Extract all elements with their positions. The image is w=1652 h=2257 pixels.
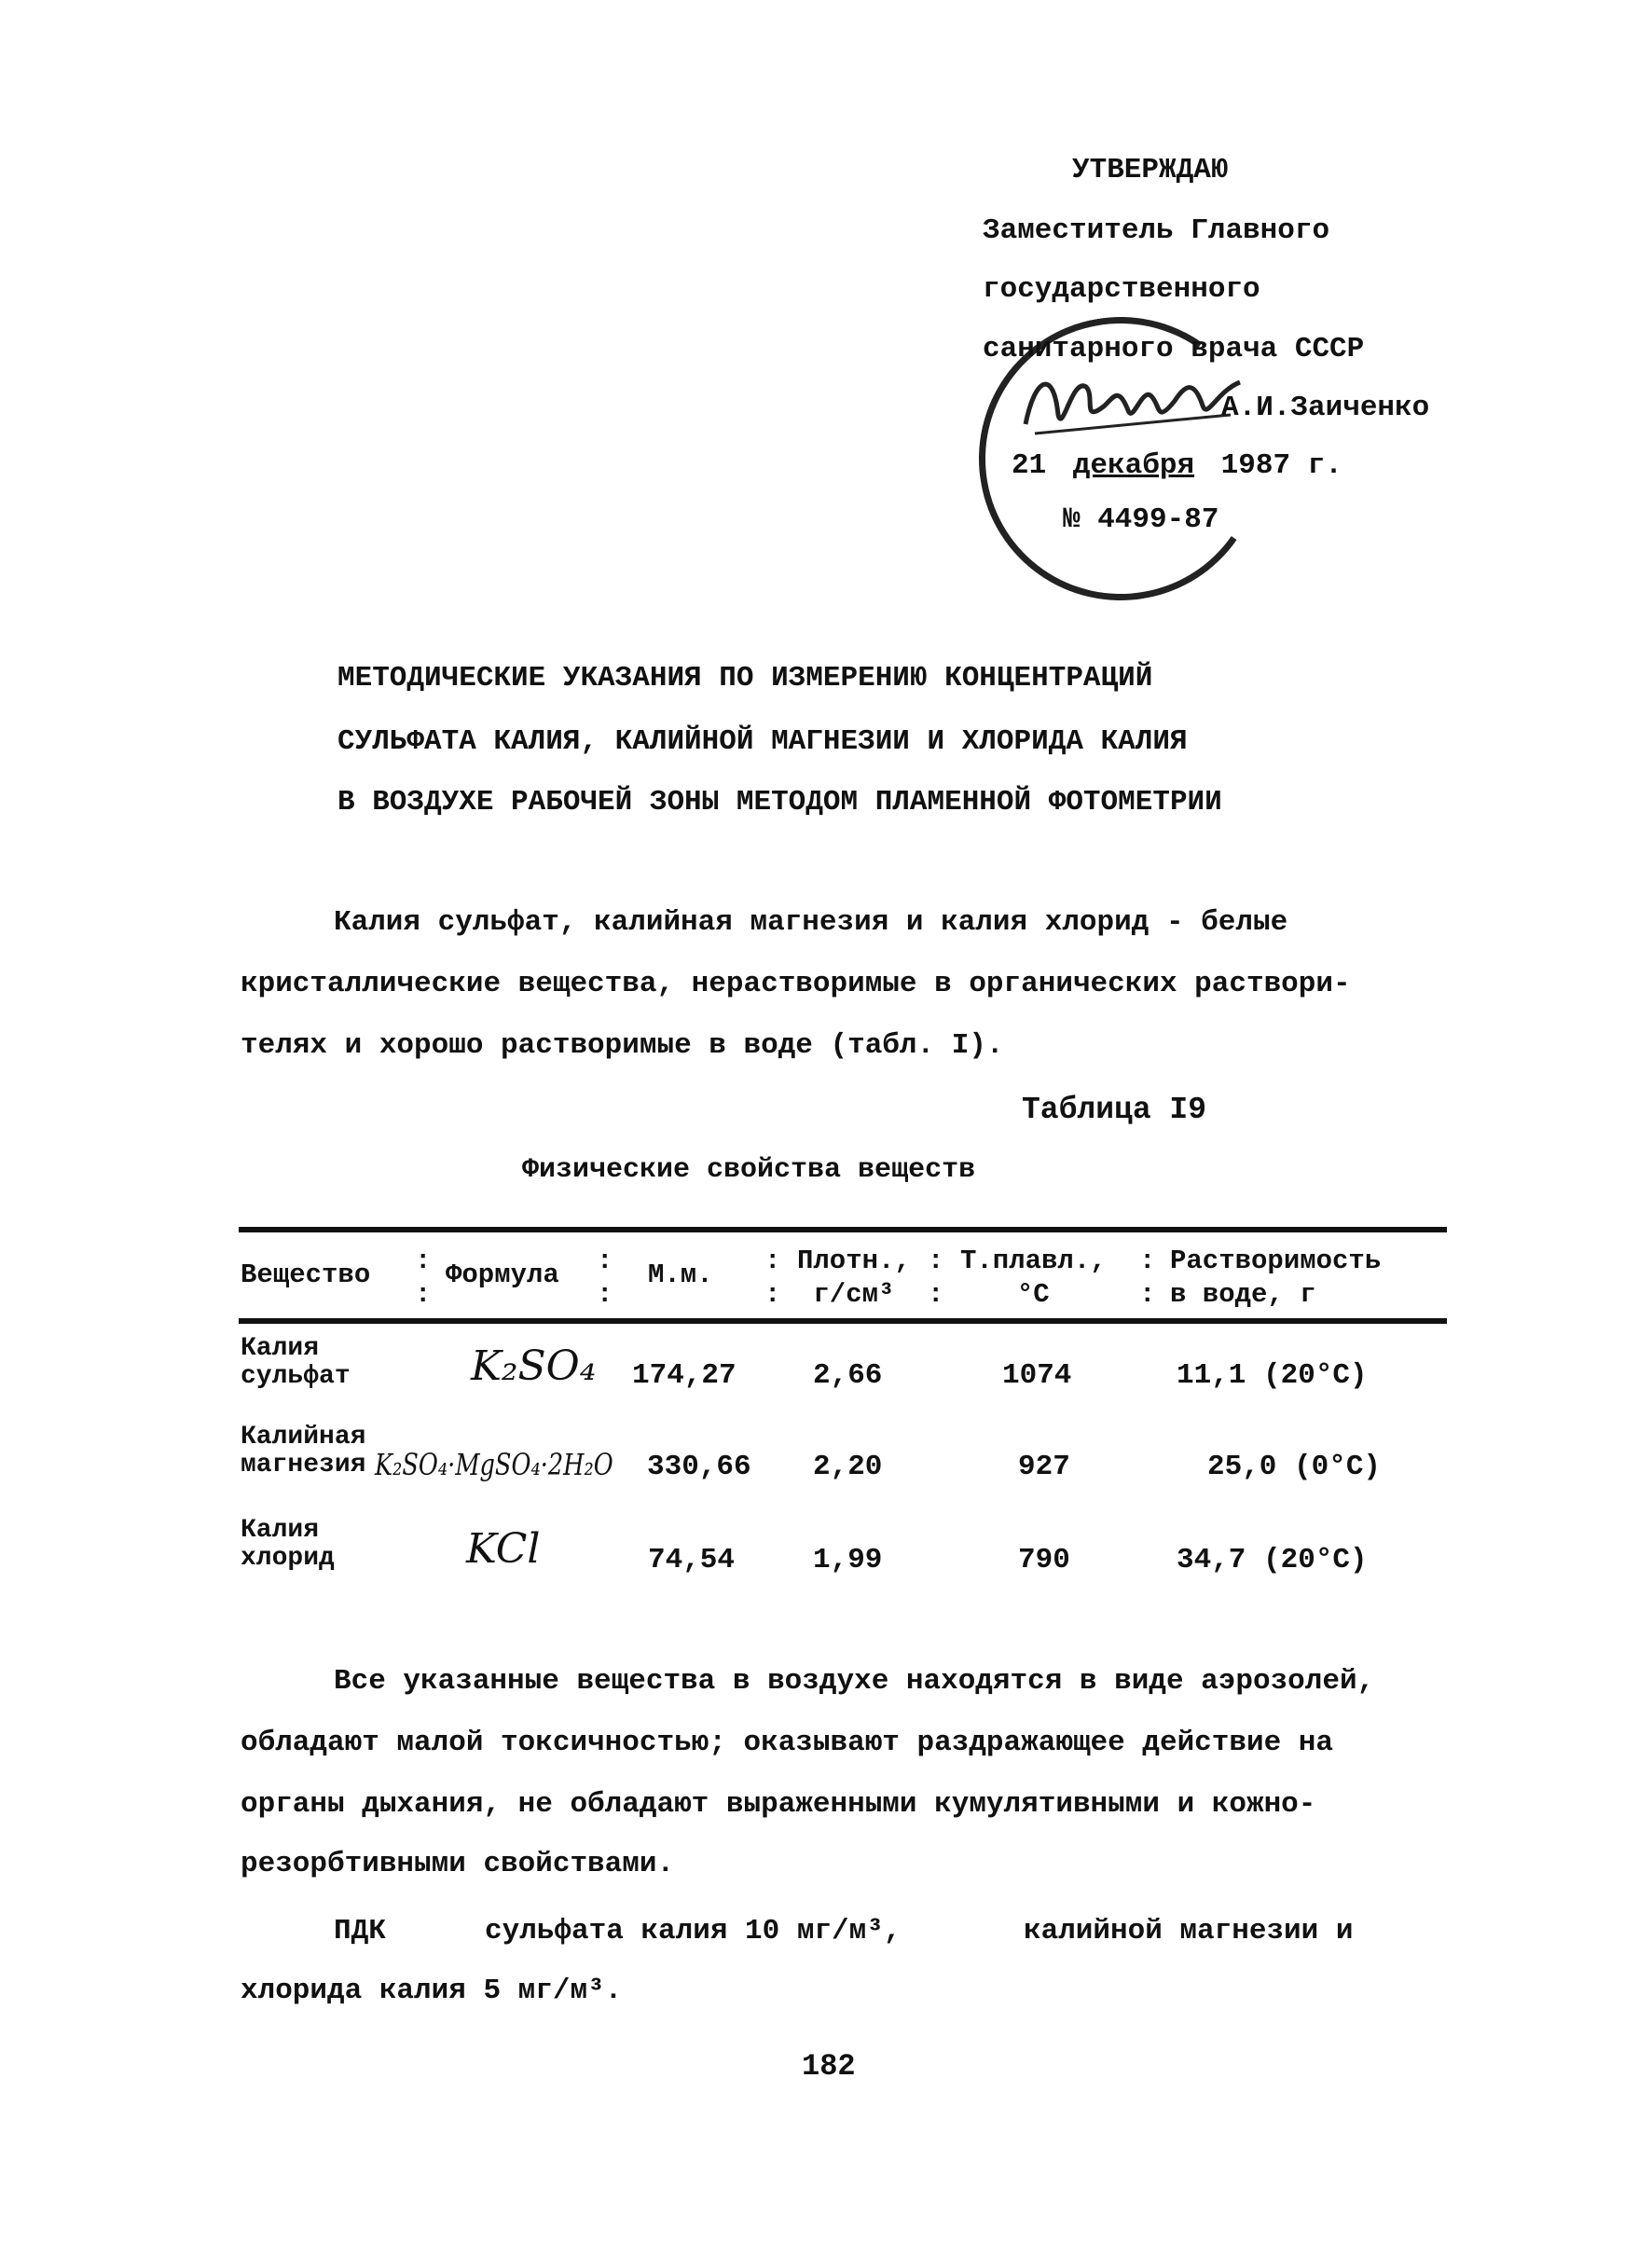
cell-melting: 790 bbox=[1018, 1544, 1070, 1576]
title-line: В ВОЗДУХЕ РАБОЧЕЙ ЗОНЫ МЕТОДОМ ПЛАМЕННОЙ ФОТОМЕТРИИ bbox=[337, 786, 1222, 819]
page-number: 182 bbox=[802, 2049, 856, 2084]
cell-density: 2,66 bbox=[813, 1359, 883, 1392]
cell-mm: 330,66 bbox=[647, 1451, 751, 1483]
cell-formula: K₂SO₄·MgSO₄·2H₂O bbox=[375, 1447, 613, 1482]
approval-line: санитарного врача СССР bbox=[983, 333, 1365, 365]
name-line: Калийная bbox=[241, 1423, 366, 1452]
pdk-text: калийной магнезии и bbox=[1024, 1915, 1354, 1947]
cell-solubility: 34,7 (20°С) bbox=[1177, 1544, 1368, 1576]
name-line: сульфат bbox=[241, 1362, 351, 1391]
header-substance: Вещество bbox=[241, 1259, 371, 1290]
cell-density: 1,99 bbox=[813, 1544, 883, 1576]
header-solubility bbox=[1170, 1245, 1381, 1312]
col-separator: : : bbox=[928, 1245, 944, 1310]
col-separator: : : bbox=[764, 1245, 781, 1310]
table-caption: Физические свойства веществ bbox=[522, 1154, 976, 1186]
header-density bbox=[797, 1245, 911, 1312]
cell-density: 2,20 bbox=[813, 1451, 883, 1483]
col-separator: : : bbox=[1139, 1245, 1156, 1310]
date-year: 1987 г. bbox=[1220, 449, 1342, 482]
header-line: в воде, г bbox=[1170, 1279, 1316, 1310]
text-line: органы дыхания, не обладают выраженными кумулятивными и кожно- bbox=[241, 1788, 1316, 1821]
approval-line: государственного bbox=[983, 273, 1260, 306]
header-mm: М.м. bbox=[648, 1259, 713, 1290]
approval-number: № 4499-87 bbox=[1063, 503, 1219, 536]
name-line: Калия bbox=[241, 1334, 320, 1363]
text-line: Калия сульфат, калийная магнезия и калия хлорид - белые bbox=[334, 906, 1288, 939]
cell-mm: 74,54 bbox=[648, 1544, 736, 1576]
cell-formula: K₂SO₄ bbox=[471, 1342, 597, 1390]
date-day: 21 bbox=[1012, 449, 1047, 482]
header-rule bbox=[239, 1318, 1447, 1324]
title-line: МЕТОДИЧЕСКИЕ УКАЗАНИЯ ПО ИЗМЕРЕНИЮ КОНЦЕНТРАЦИЙ bbox=[337, 662, 1153, 695]
header-line: °С bbox=[1016, 1279, 1050, 1310]
text-line: кристаллические вещества, нерастворимые в органических раствори- bbox=[241, 968, 1351, 1000]
cell-formula: KCl bbox=[466, 1525, 541, 1573]
col-separator: : : bbox=[597, 1245, 613, 1310]
pdk-label: ПДК bbox=[334, 1915, 386, 1947]
cell-melting: 927 bbox=[1018, 1451, 1070, 1483]
cell-melting: 1074 bbox=[1002, 1359, 1072, 1392]
table-number: Таблица I9 bbox=[1022, 1093, 1207, 1127]
cell-substance bbox=[241, 1517, 335, 1573]
text-line: телях и хорошо растворимые в воде (табл. I). bbox=[241, 1029, 1004, 1062]
name-line: хлорид bbox=[241, 1544, 335, 1573]
header-formula: Формула bbox=[446, 1259, 559, 1290]
header-line: Растворимость bbox=[1170, 1245, 1382, 1276]
name-line: Калия bbox=[241, 1516, 320, 1545]
cell-solubility: 11,1 (20°С) bbox=[1177, 1359, 1368, 1392]
pdk-text: сульфата калия 10 мг/м³, bbox=[485, 1915, 902, 1947]
cell-mm: 174,27 bbox=[632, 1359, 737, 1392]
approval-line: Заместитель Главного bbox=[983, 214, 1330, 247]
table-top-rule bbox=[239, 1227, 1447, 1232]
approval-heading: УТВЕРЖДАЮ bbox=[1072, 154, 1229, 186]
col-separator: : : bbox=[415, 1245, 432, 1310]
name-line: магнезия bbox=[241, 1451, 366, 1479]
header-line: Т.плавл., bbox=[960, 1245, 1107, 1276]
pdk-text: хлорида калия 5 мг/м³. bbox=[241, 1975, 623, 2007]
cell-substance bbox=[241, 1424, 365, 1479]
header-line: г/см³ bbox=[813, 1279, 895, 1310]
text-line: резорбтивными свойствами. bbox=[241, 1848, 675, 1880]
header-line: Плотн., bbox=[797, 1245, 911, 1276]
text-line: Все указанные вещества в воздухе находятся в виде аэрозолей, bbox=[334, 1665, 1375, 1698]
approver-name: А.И.Заиченко bbox=[1221, 392, 1430, 424]
text-line: обладают малой токсичностью; оказывают раздражающее действие на bbox=[241, 1727, 1333, 1759]
date-month: декабря bbox=[1072, 449, 1195, 482]
header-melting bbox=[960, 1245, 1107, 1312]
title-line: СУЛЬФАТА КАЛИЯ, КАЛИЙНОЙ МАГНЕЗИИ И ХЛОРИДА КАЛИЯ bbox=[337, 725, 1188, 758]
cell-substance bbox=[241, 1335, 351, 1391]
approval-date bbox=[1012, 449, 1342, 482]
cell-solubility: 25,0 (0°С) bbox=[1207, 1451, 1382, 1483]
